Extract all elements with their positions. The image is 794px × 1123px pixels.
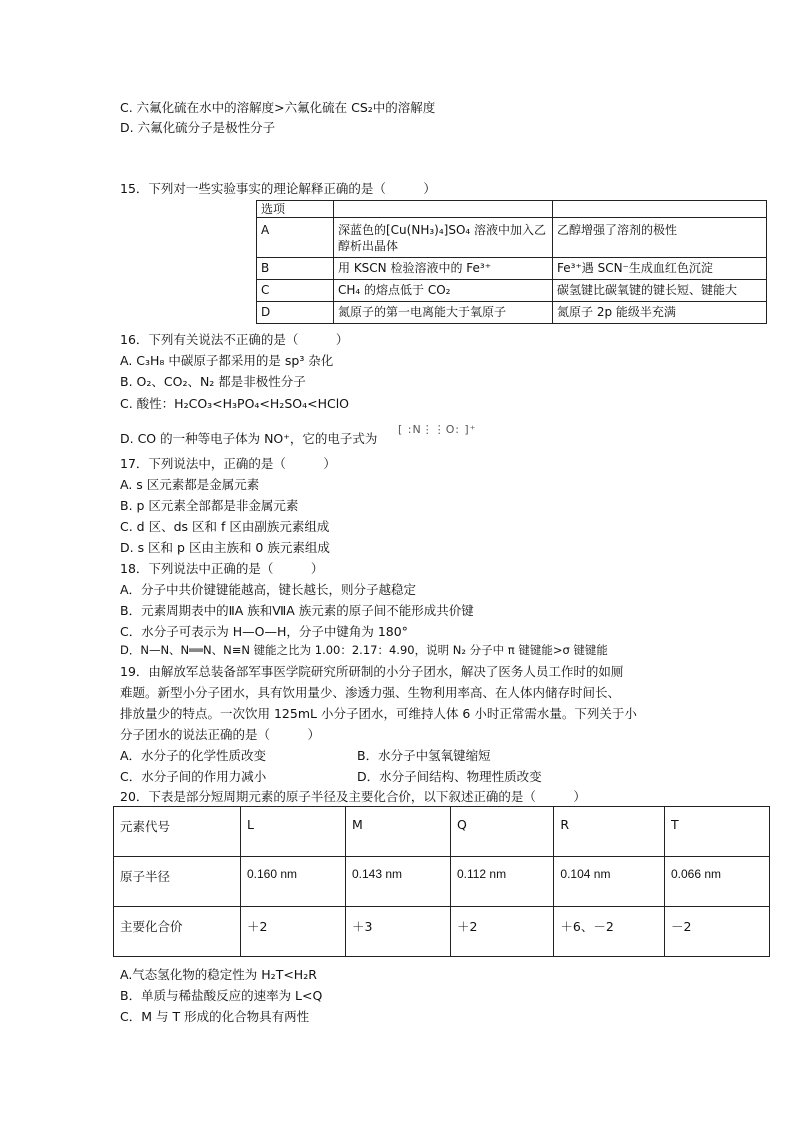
table-cell: 乙醇增强了溶剂的极性 — [553, 218, 767, 258]
option-line: C．水分子可表示为 H—O—H，分子中键角为 180° — [120, 624, 408, 639]
table-cell: 碳氢键比碳氧键的键长短、键能大 — [553, 280, 767, 302]
question-line: 排放量少的特点。一次饮用 125mL 小分子团水，可维持人体 6 小时正常需水量。下列关于小 — [120, 706, 637, 721]
table-cell — [334, 201, 553, 218]
table-cell: 0.160 nm — [241, 857, 346, 907]
option-line: B. O₂、CO₂、N₂ 都是非极性分子 — [120, 374, 306, 389]
table-cell: ＋2 — [450, 907, 553, 957]
option-line: A. s 区元素都是金属元素 — [120, 477, 260, 492]
table-row — [114, 807, 770, 857]
table-row — [257, 302, 767, 324]
question-16: 16．下列有关说法不正确的是（ ） — [120, 332, 349, 347]
table-cell: ＋2 — [241, 907, 346, 957]
table-cell: Fe³⁺遇 SCN⁻生成血红色沉淀 — [553, 258, 767, 280]
option-line: B．元素周期表中的ⅡA 族和ⅦA 族元素的原子间不能形成共价键 — [120, 603, 474, 618]
table-cell: 0.104 nm — [554, 857, 665, 907]
table-row — [257, 280, 767, 302]
option-line: A.气态氢化物的稳定性为 H₂T<H₂R — [120, 967, 317, 982]
table-cell: 选项 — [257, 201, 334, 218]
question-line: D. 六氟化硫分子是极性分子 — [120, 120, 276, 135]
table-cell: CH₄ 的熔点低于 CO₂ — [334, 280, 553, 302]
table-cell: 深蓝色的[Cu(NH₃)₄]SO₄ 溶液中加入乙醇析出晶体 — [334, 218, 553, 258]
table-row — [114, 857, 770, 907]
table-cell: L — [241, 807, 346, 857]
electron-formula: [ :N⋮⋮O: ]⁺ — [398, 423, 477, 436]
table-cell: ＋3 — [345, 907, 450, 957]
question-20: 20．下表是部分短周期元素的原子半径及主要化合价，以下叙述正确的是（ ） — [120, 789, 586, 804]
option-line: D. s 区和 p 区由主族和 0 族元素组成 — [120, 540, 330, 555]
table-cell: ＋6、－2 — [554, 907, 665, 957]
question-17: 17．下列说法中，正确的是（ ） — [120, 456, 336, 471]
table-row — [257, 258, 767, 280]
table-cell: B — [257, 258, 334, 280]
option-line: B．单质与稀盐酸反应的速率为 L<Q — [120, 988, 323, 1003]
option-line: C．水分子间的作用力减小 — [120, 769, 267, 784]
table-cell: T — [664, 807, 769, 857]
table-cell: 0.112 nm — [450, 857, 553, 907]
question-18: 18．下列说法中正确的是（ ） — [120, 561, 324, 576]
option-line: D. CO 的一种等电子体为 NO⁺，它的电子式为 — [120, 431, 378, 446]
option-line: D．N—N、N══N、N≡N 键能之比为 1.00：2.17：4.90，说明 N₂ 分子中 π 键键能>σ 键键能 — [120, 643, 608, 657]
table-cell: D — [257, 302, 334, 324]
table-cell: R — [554, 807, 665, 857]
table-row — [257, 201, 767, 218]
option-line: C. d 区、ds 区和 f 区由副族元素组成 — [120, 519, 330, 534]
table-cell: 主要化合价 — [114, 907, 241, 957]
table-cell — [553, 201, 767, 218]
option-line: B. p 区元素全部都是非金属元素 — [120, 498, 299, 513]
option-line: D．水分子间结构、物理性质改变 — [357, 769, 542, 784]
table-cell: A — [257, 218, 334, 258]
table-cell: 用 KSCN 检验溶液中的 Fe³⁺ — [334, 258, 553, 280]
question-19: 19．由解放军总装备部军事医学院研究所研制的小分子团水，解决了医务人员工作时的如厕 — [120, 664, 624, 679]
table-q15 — [256, 200, 767, 324]
table-q20 — [113, 806, 770, 957]
option-line: A．水分子的化学性质改变 — [120, 748, 267, 763]
option-line: B．水分子中氢氧键缩短 — [357, 748, 491, 763]
table-cell: －2 — [664, 907, 769, 957]
table-cell: 氮原子的第一电离能大于氧原子 — [334, 302, 553, 324]
table-cell: 0.066 nm — [664, 857, 769, 907]
table-cell: C — [257, 280, 334, 302]
table-cell: 原子半径 — [114, 857, 241, 907]
table-cell: 元素代号 — [114, 807, 241, 857]
table-cell: Q — [450, 807, 553, 857]
option-line: C. 酸性：H₂CO₃<H₃PO₄<H₂SO₄<HClO — [120, 396, 350, 411]
option-line: C．M 与 T 形成的化合物具有两性 — [120, 1009, 310, 1024]
table-row — [114, 907, 770, 957]
question-line: 难题。新型小分子团水，具有饮用量少、渗透力强、生物利用率高、在人体内储存时间长、 — [120, 685, 621, 700]
question-line: C. 六氟化硫在水中的溶解度>六氟化硫在 CS₂中的溶解度 — [120, 100, 436, 115]
table-row — [257, 218, 767, 258]
table-cell: 0.143 nm — [345, 857, 450, 907]
question-15: 15．下列对一些实验事实的理论解释正确的是（ ） — [120, 181, 436, 196]
table-cell: M — [345, 807, 450, 857]
table-cell: 氮原子 2p 能级半充满 — [553, 302, 767, 324]
question-line: 分子团水的说法正确的是（ ） — [120, 727, 321, 742]
option-line: A. C₃H₈ 中碳原子都采用的是 sp³ 杂化 — [120, 353, 334, 368]
option-line: A．分子中共价键键能越高，键长越长，则分子越稳定 — [120, 582, 417, 597]
